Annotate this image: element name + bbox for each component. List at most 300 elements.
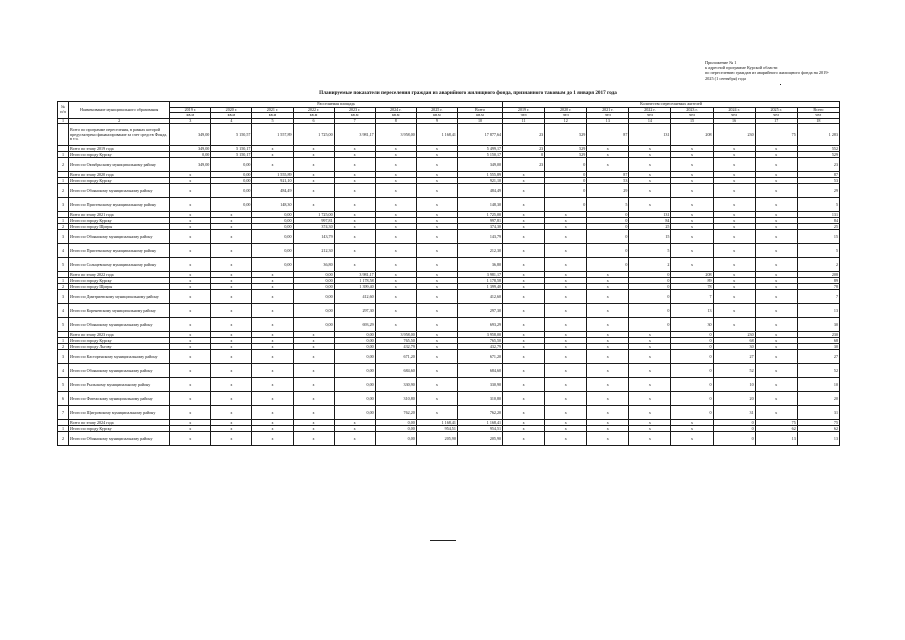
table-cell: 52 <box>797 364 839 378</box>
table-cell: x <box>503 224 545 230</box>
table-cell: x <box>211 344 252 350</box>
table-cell: x <box>375 230 416 244</box>
table-cell: x <box>293 158 334 172</box>
header-count-year: 2023 г. <box>671 107 713 113</box>
table-cell: 0 <box>503 152 545 158</box>
table-cell: x <box>713 278 755 284</box>
table-cell: x <box>503 172 545 178</box>
table-cell: x <box>416 146 457 152</box>
table-cell: 62 <box>797 426 839 432</box>
table-cell: x <box>334 244 375 258</box>
row-number: 4 <box>58 244 69 258</box>
table-cell: x <box>503 378 545 392</box>
table-cell: x <box>629 158 671 172</box>
table-cell: x <box>545 224 587 230</box>
table-row <box>58 318 840 332</box>
table-cell: x <box>170 224 211 230</box>
table-cell: 5 <box>629 244 671 258</box>
table-cell: x <box>252 152 293 158</box>
row-name: Всего по этапу 2024 года <box>69 420 170 426</box>
table-cell: x <box>671 198 713 212</box>
table-cell: 5 499,17 <box>457 146 502 152</box>
table-cell: 0,00 <box>293 304 334 318</box>
table-cell: x <box>416 406 457 420</box>
table-cell: x <box>629 406 671 420</box>
table-cell: x <box>334 152 375 158</box>
table-cell: x <box>252 318 293 332</box>
table-cell: 0,00 <box>293 278 334 284</box>
table-cell: x <box>545 230 587 244</box>
table-cell: x <box>671 146 713 152</box>
table-cell: x <box>629 184 671 198</box>
row-number: 4 <box>58 304 69 318</box>
table-cell: 0,00 <box>252 224 293 230</box>
table-cell: x <box>170 218 211 224</box>
table-cell: x <box>375 290 416 304</box>
table-cell: 671,20 <box>375 350 416 364</box>
table-cell: x <box>170 378 211 392</box>
table-cell: 1 725,00 <box>293 124 334 146</box>
table-cell: x <box>375 172 416 178</box>
table-cell: x <box>671 420 713 426</box>
header-area-unit: кв.м <box>170 113 211 119</box>
table-cell: x <box>211 364 252 378</box>
table-cell: x <box>334 172 375 178</box>
table-cell: x <box>252 392 293 406</box>
table-cell: 954,51 <box>457 426 502 432</box>
table-cell: x <box>211 392 252 406</box>
table-cell: 208 <box>797 272 839 278</box>
table-cell: x <box>170 344 211 350</box>
header-area-year: 2025 г. <box>416 107 457 113</box>
header-count-year: 2021 г. <box>587 107 629 113</box>
table-cell: 212,30 <box>457 244 502 258</box>
table-cell: x <box>545 432 587 446</box>
row-number: 6 <box>58 392 69 406</box>
table-cell: x <box>170 420 211 426</box>
table-cell: 205,90 <box>457 432 502 446</box>
table-cell: 0 <box>587 244 629 258</box>
table-cell: x <box>713 146 755 152</box>
header-count-unit: чел <box>587 113 629 119</box>
table-cell: 1 725,00 <box>457 212 502 218</box>
table-cell: x <box>334 420 375 426</box>
table-cell: x <box>545 290 587 304</box>
table-cell: 208 <box>671 124 713 146</box>
document-title: Планируемые показатели переселения граждан из аварийного жилищного фонда, признанного таковым до 1 января 2017 года <box>319 90 617 96</box>
table-cell: x <box>416 304 457 318</box>
table-cell: x <box>629 344 671 350</box>
table-cell: x <box>170 332 211 338</box>
row-name: Всего по этапу 2019 года <box>69 146 170 152</box>
table-cell: x <box>211 406 252 420</box>
row-number: 1 <box>58 152 69 158</box>
table-cell: 1 555,89 <box>457 172 502 178</box>
table-cell: 0,00 <box>211 172 252 178</box>
header-column-index: 15 <box>671 118 713 124</box>
table-cell: x <box>211 224 252 230</box>
table-cell: 52 <box>713 364 755 378</box>
table-cell: 0 <box>671 364 713 378</box>
table-cell: x <box>671 178 713 184</box>
table-cell: x <box>587 344 629 350</box>
table-cell: 230 <box>797 332 839 338</box>
table-cell: x <box>293 432 334 446</box>
header-area-year: 2020 г. <box>211 107 252 113</box>
appendix-line: 2025 (1 сентября) года <box>705 75 746 81</box>
table-cell: x <box>334 198 375 212</box>
table-cell: 693,29 <box>334 318 375 332</box>
table-cell: x <box>503 284 545 290</box>
table-cell: 310,80 <box>375 392 416 406</box>
table-cell: 0 <box>671 406 713 420</box>
table-cell: 0 <box>587 224 629 230</box>
table-cell: x <box>252 432 293 446</box>
table-cell: 529 <box>545 152 587 158</box>
table-cell: 0 <box>629 304 671 318</box>
table-cell: 36,80 <box>457 258 502 272</box>
header-column-index: 8 <box>375 118 416 124</box>
table-cell: 0,00 <box>252 212 293 218</box>
table-cell: x <box>416 224 457 230</box>
table-cell: x <box>211 304 252 318</box>
table-cell: x <box>713 304 755 318</box>
table-cell: x <box>713 224 755 230</box>
table-cell: x <box>671 224 713 230</box>
header-count-year: 2024 г. <box>713 107 755 113</box>
header-count-year: 2019 г. <box>503 107 545 113</box>
table-cell: 762,20 <box>375 406 416 420</box>
table-cell: x <box>755 146 797 152</box>
header-area-unit: кв.м <box>252 113 293 119</box>
table-cell: x <box>503 432 545 446</box>
table-cell: x <box>334 258 375 272</box>
table-cell: x <box>293 364 334 378</box>
table-cell: x <box>416 318 457 332</box>
table-cell: x <box>503 178 545 184</box>
table-cell: x <box>375 178 416 184</box>
table-cell: x <box>293 152 334 158</box>
table-cell: x <box>416 178 457 184</box>
row-number: 4 <box>58 364 69 378</box>
header-area-unit: кв.м <box>334 113 375 119</box>
header-area-year: 2024 г. <box>375 107 416 113</box>
header-count-group: Количество переселяемых жителей <box>503 102 840 108</box>
table-cell: x <box>211 278 252 284</box>
row-number: 2 <box>58 224 69 230</box>
table-cell: x <box>629 338 671 344</box>
table-row <box>58 184 840 198</box>
table-cell: x <box>755 278 797 284</box>
table-cell: x <box>211 318 252 332</box>
table-row <box>58 378 840 392</box>
table-row <box>58 364 840 378</box>
table-cell: 432,79 <box>375 344 416 350</box>
resettlement-table <box>57 101 840 446</box>
table-cell: x <box>170 172 211 178</box>
table-cell: 13 <box>755 432 797 446</box>
table-cell: x <box>671 172 713 178</box>
table-cell: x <box>170 212 211 218</box>
table-cell: x <box>416 344 457 350</box>
table-cell: 0 <box>545 178 587 184</box>
table-row <box>58 406 840 420</box>
table-cell: x <box>755 344 797 350</box>
table-cell: x <box>713 212 755 218</box>
table-cell: x <box>211 378 252 392</box>
row-name: Всего по этапу 2020 года <box>69 172 170 178</box>
table-cell: x <box>755 218 797 224</box>
row-number: 2 <box>58 284 69 290</box>
header-area-unit: кв.м <box>375 113 416 119</box>
table-cell: 5 <box>587 198 629 212</box>
scan-artifact <box>430 540 456 541</box>
table-cell: 13 <box>797 432 839 446</box>
table-cell: 529 <box>545 124 587 146</box>
header-area-unit: кв.м <box>211 113 252 119</box>
table-cell: x <box>755 290 797 304</box>
table-cell: 230 <box>713 332 755 338</box>
table-cell: 1 399,40 <box>457 284 502 290</box>
table-cell: x <box>671 258 713 272</box>
table-cell: 0,00 <box>334 332 375 338</box>
table-cell: x <box>416 212 457 218</box>
header-column-index: 18 <box>797 118 839 124</box>
table-cell: x <box>503 244 545 258</box>
table-cell: 20 <box>797 392 839 406</box>
header-column-index: 7 <box>334 118 375 124</box>
table-cell: x <box>755 406 797 420</box>
table-cell: 89 <box>671 278 713 284</box>
table-cell: x <box>293 198 334 212</box>
table-cell: 0 <box>587 212 629 218</box>
header-column-index: 12 <box>545 118 587 124</box>
table-cell: x <box>252 332 293 338</box>
table-cell: 0,00 <box>211 184 252 198</box>
table-cell: x <box>587 158 629 172</box>
table-cell: 89 <box>797 278 839 284</box>
table-cell: x <box>713 198 755 212</box>
table-cell: 53 <box>587 178 629 184</box>
table-cell: x <box>629 350 671 364</box>
table-cell: 0,00 <box>211 158 252 172</box>
header-column-index: 10 <box>457 118 502 124</box>
table-cell: 212,30 <box>293 244 334 258</box>
row-number: 2 <box>58 432 69 446</box>
row-name: Итого по Щигровскому муниципальному району <box>69 406 170 420</box>
table-cell: 29 <box>797 184 839 198</box>
table-cell: x <box>170 178 211 184</box>
table-cell: x <box>293 344 334 350</box>
table-cell: x <box>503 350 545 364</box>
table-cell: x <box>416 272 457 278</box>
table-cell: 484,49 <box>457 184 502 198</box>
appendix-note <box>705 60 885 81</box>
table-cell: x <box>587 332 629 338</box>
table-cell: x <box>211 272 252 278</box>
row-name: Итого по Рыльскому муниципальному району <box>69 378 170 392</box>
header-column-index: 6 <box>293 118 334 124</box>
table-cell: x <box>755 224 797 230</box>
table-cell: x <box>211 230 252 244</box>
table-cell: 0,00 <box>293 272 334 278</box>
table-cell: x <box>170 426 211 432</box>
table-cell: 30 <box>797 318 839 332</box>
table-cell: x <box>755 152 797 158</box>
table-cell: x <box>587 290 629 304</box>
table-cell: 297,30 <box>457 304 502 318</box>
appendix-line: по переселению граждан из аварийного жилищного фонда на 2019- <box>705 70 829 76</box>
table-cell: x <box>211 350 252 364</box>
table-cell: 68 <box>713 338 755 344</box>
table-cell: x <box>170 230 211 244</box>
table-cell: 25 <box>797 224 839 230</box>
table-cell: 5 150,17 <box>457 152 502 158</box>
table-cell: x <box>416 378 457 392</box>
row-name: Итого по Пристенскому муниципальному району <box>69 198 170 212</box>
appendix-line: Приложение № 1 <box>705 60 737 65</box>
table-cell: 0,00 <box>293 290 334 304</box>
table-cell: x <box>755 284 797 290</box>
header-column-index: 13 <box>587 118 629 124</box>
table-cell: 0,00 <box>375 432 416 446</box>
table-cell: x <box>545 338 587 344</box>
table-cell: x <box>170 304 211 318</box>
table-cell: x <box>755 318 797 332</box>
table-cell: x <box>211 338 252 344</box>
table-cell: x <box>334 432 375 446</box>
table-cell: x <box>671 218 713 224</box>
table-cell: x <box>293 332 334 338</box>
table-cell: 684,60 <box>457 364 502 378</box>
row-number <box>58 124 69 146</box>
table-cell: 0 <box>671 350 713 364</box>
row-name: Итого по Фатежскому муниципальному району <box>69 392 170 406</box>
table-cell: x <box>211 432 252 446</box>
table-cell: 23 <box>503 146 545 152</box>
table-cell: x <box>545 244 587 258</box>
appendix-line: к адресной программе Курской области <box>705 65 778 71</box>
table-cell: x <box>545 304 587 318</box>
table-cell: x <box>170 284 211 290</box>
table-cell: x <box>545 420 587 426</box>
header-name: Наименование муниципального образования <box>69 102 170 119</box>
table-cell: 0 <box>545 158 587 172</box>
table-cell: x <box>713 290 755 304</box>
table-cell: x <box>503 406 545 420</box>
table-cell: x <box>416 332 457 338</box>
row-number: 5 <box>58 258 69 272</box>
table-cell: 0 <box>671 378 713 392</box>
table-cell: x <box>587 146 629 152</box>
table-cell: 349,00 <box>170 124 211 146</box>
table-cell: x <box>545 318 587 332</box>
row-number: 3 <box>58 290 69 304</box>
header-count-year: 2025 г. <box>755 107 797 113</box>
table-cell: x <box>503 258 545 272</box>
table-cell: x <box>587 318 629 332</box>
row-name: Итого по Октябрьскому муниципальному району <box>69 158 170 172</box>
table-cell: x <box>503 278 545 284</box>
table-cell: x <box>416 230 457 244</box>
header-area-unit: кв.м <box>416 113 457 119</box>
table-cell: x <box>334 426 375 432</box>
table-cell: x <box>211 258 252 272</box>
row-number: 2 <box>58 158 69 172</box>
table-cell: x <box>755 158 797 172</box>
table-cell: x <box>671 212 713 218</box>
row-number: 2 <box>58 184 69 198</box>
table-cell: x <box>587 350 629 364</box>
table-cell: x <box>587 406 629 420</box>
table-cell: x <box>334 212 375 218</box>
table-cell: x <box>170 258 211 272</box>
table-cell: 0,00 <box>334 406 375 420</box>
table-cell: 0,00 <box>293 284 334 290</box>
table-cell: 5 150,17 <box>211 146 252 152</box>
table-cell: 148,30 <box>252 198 293 212</box>
header-column-index: 16 <box>713 118 755 124</box>
table-cell: x <box>334 218 375 224</box>
row-name: Итого по Обоянскому муниципальному району <box>69 230 170 244</box>
table-cell: 997,81 <box>457 218 502 224</box>
row-number: 2 <box>58 344 69 350</box>
row-name: Всего по этапу 2021 года <box>69 212 170 218</box>
table-cell: 1 168,41 <box>457 420 502 426</box>
table-cell: x <box>545 278 587 284</box>
table-cell: 29 <box>587 184 629 198</box>
table-cell: x <box>416 258 457 272</box>
table-cell: x <box>170 432 211 446</box>
table-cell: 349,00 <box>457 158 502 172</box>
table-cell: x <box>211 420 252 426</box>
table-cell: x <box>545 272 587 278</box>
table-cell: 0,00 <box>252 218 293 224</box>
table-cell: 7 <box>671 290 713 304</box>
table-cell: x <box>713 172 755 178</box>
table-cell: x <box>252 420 293 426</box>
table-row <box>58 158 840 172</box>
table-cell: x <box>629 426 671 432</box>
table-cell: x <box>629 392 671 406</box>
table-cell: x <box>629 364 671 378</box>
row-name: Итого по Обоянскому муниципальному району <box>69 432 170 446</box>
table-cell: x <box>713 284 755 290</box>
table-cell: 310,80 <box>457 392 502 406</box>
table-cell: x <box>587 278 629 284</box>
header-column-index: 1 <box>58 118 69 124</box>
table-cell: 529 <box>545 146 587 152</box>
table-cell: 0,00 <box>334 378 375 392</box>
table-cell: x <box>671 184 713 198</box>
table-cell: x <box>587 284 629 290</box>
table-cell: 297,30 <box>334 304 375 318</box>
table-cell: 3 981,17 <box>457 272 502 278</box>
table-cell: 0 <box>671 344 713 350</box>
table-cell: 0,00 <box>334 392 375 406</box>
header-count-unit: чел <box>503 113 545 119</box>
table-cell: 671,20 <box>457 350 502 364</box>
table-cell: x <box>755 230 797 244</box>
table-cell: 529 <box>797 152 839 158</box>
table-cell: x <box>671 152 713 158</box>
table-cell: x <box>587 152 629 158</box>
table-cell: 0,00 <box>170 152 211 158</box>
table-cell: x <box>416 278 457 284</box>
table-cell: x <box>713 258 755 272</box>
header-column-index: 2 <box>69 118 170 124</box>
table-cell: 27 <box>797 350 839 364</box>
